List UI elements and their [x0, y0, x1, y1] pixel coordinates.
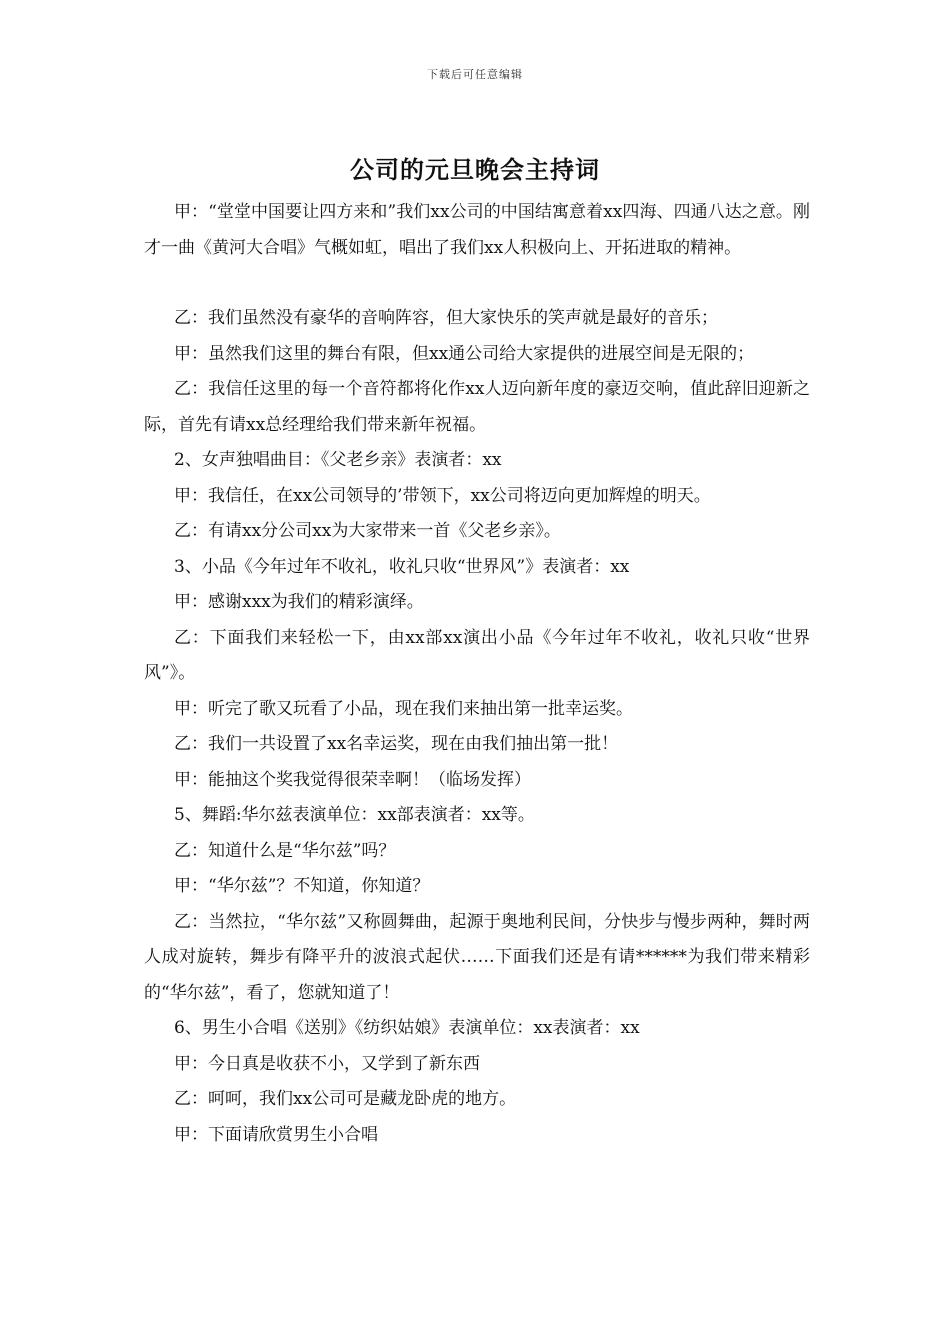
- paragraph: 乙：呵呵，我们xx公司可是藏龙卧虎的地方。: [174, 1089, 517, 1109]
- paragraph: 甲：下面请欣赏男生小合唱: [174, 1124, 378, 1145]
- paragraph: 甲：“华尔兹”？不知道，你知道？: [174, 876, 430, 896]
- paragraph: 甲：能抽这个奖我觉得很荣幸啊！（临场发挥）: [174, 769, 531, 790]
- paragraph: 乙：有请xx分公司xx为大家带来一首《父老乡亲》。: [174, 521, 561, 541]
- paragraph: 乙：我信任这里的每一个音符都将化作xx人迈向新年度的豪迈交响，值此辞旧迎新之际，首先有请xx总经理给我们带来新年祝福。: [144, 379, 810, 435]
- paragraph: 甲：感谢xxx为我们的精彩演绎。: [174, 592, 424, 612]
- paragraph: 乙：知道什么是“华尔兹”吗？: [174, 840, 396, 861]
- paragraph: 乙：我们虽然没有豪华的音响阵容，但大家快乐的笑声就是最好的音乐；: [174, 308, 718, 328]
- document-body: [144, 195, 810, 1153]
- paragraph: 乙：下面我们来轻松一下，由xx部xx演出小品《今年过年不收礼，收礼只收“世界风”》。: [144, 627, 810, 683]
- paragraph: 甲：今日真是收获不小，又学到了新东西: [174, 1053, 480, 1074]
- paragraph: 2、女声独唱曲目：《父老乡亲》表演者：xx: [174, 450, 502, 470]
- paragraph: 甲：“堂堂中国要让四方来和”我们xx公司的中国结寓意着xx四海、四通八达之意。刚才一曲《黄河大合唱》气概如虹，唱出了我们xx人积极向上、开拓进取的精神。: [144, 202, 810, 258]
- paragraph: 甲：虽然我们这里的舞台有限，但xx通公司给大家提供的进展空间是无限的；: [174, 343, 755, 364]
- paragraph: 3、小品《今年过年不收礼，收礼只收“世界风”》表演者：xx: [174, 556, 630, 577]
- paragraph: 6、男生小合唱《送别》《纺织姑娘》表演单位：xx表演者：xx: [174, 1018, 640, 1038]
- header-note: 下载后可任意编辑: [427, 68, 523, 81]
- paragraph: 5、舞蹈:华尔兹表演单位：xx部表演者：xx等。: [174, 805, 535, 825]
- paragraph: 乙：我们一共设置了xx名幸运奖，现在由我们抽出第一批！: [174, 734, 619, 754]
- paragraph: 甲：听完了歌又玩看了小品，现在我们来抽出第一批幸运奖。: [174, 698, 633, 719]
- paragraph: 甲：我信任，在xx公司领导的’带领下，xx公司将迈向更加辉煌的明天。: [174, 485, 711, 506]
- document-title: 公司的元旦晚会主持词: [350, 156, 600, 184]
- paragraph: 乙：当然拉，“华尔兹”又称圆舞曲，起源于奥地利民间，分快步与慢步两种，舞时两人成对旋转，舞步有降平升的波浪式起伏……下面我们还是有请******为我们带来精彩的“华尔兹”，看了，您就知道了！: [144, 911, 810, 1003]
